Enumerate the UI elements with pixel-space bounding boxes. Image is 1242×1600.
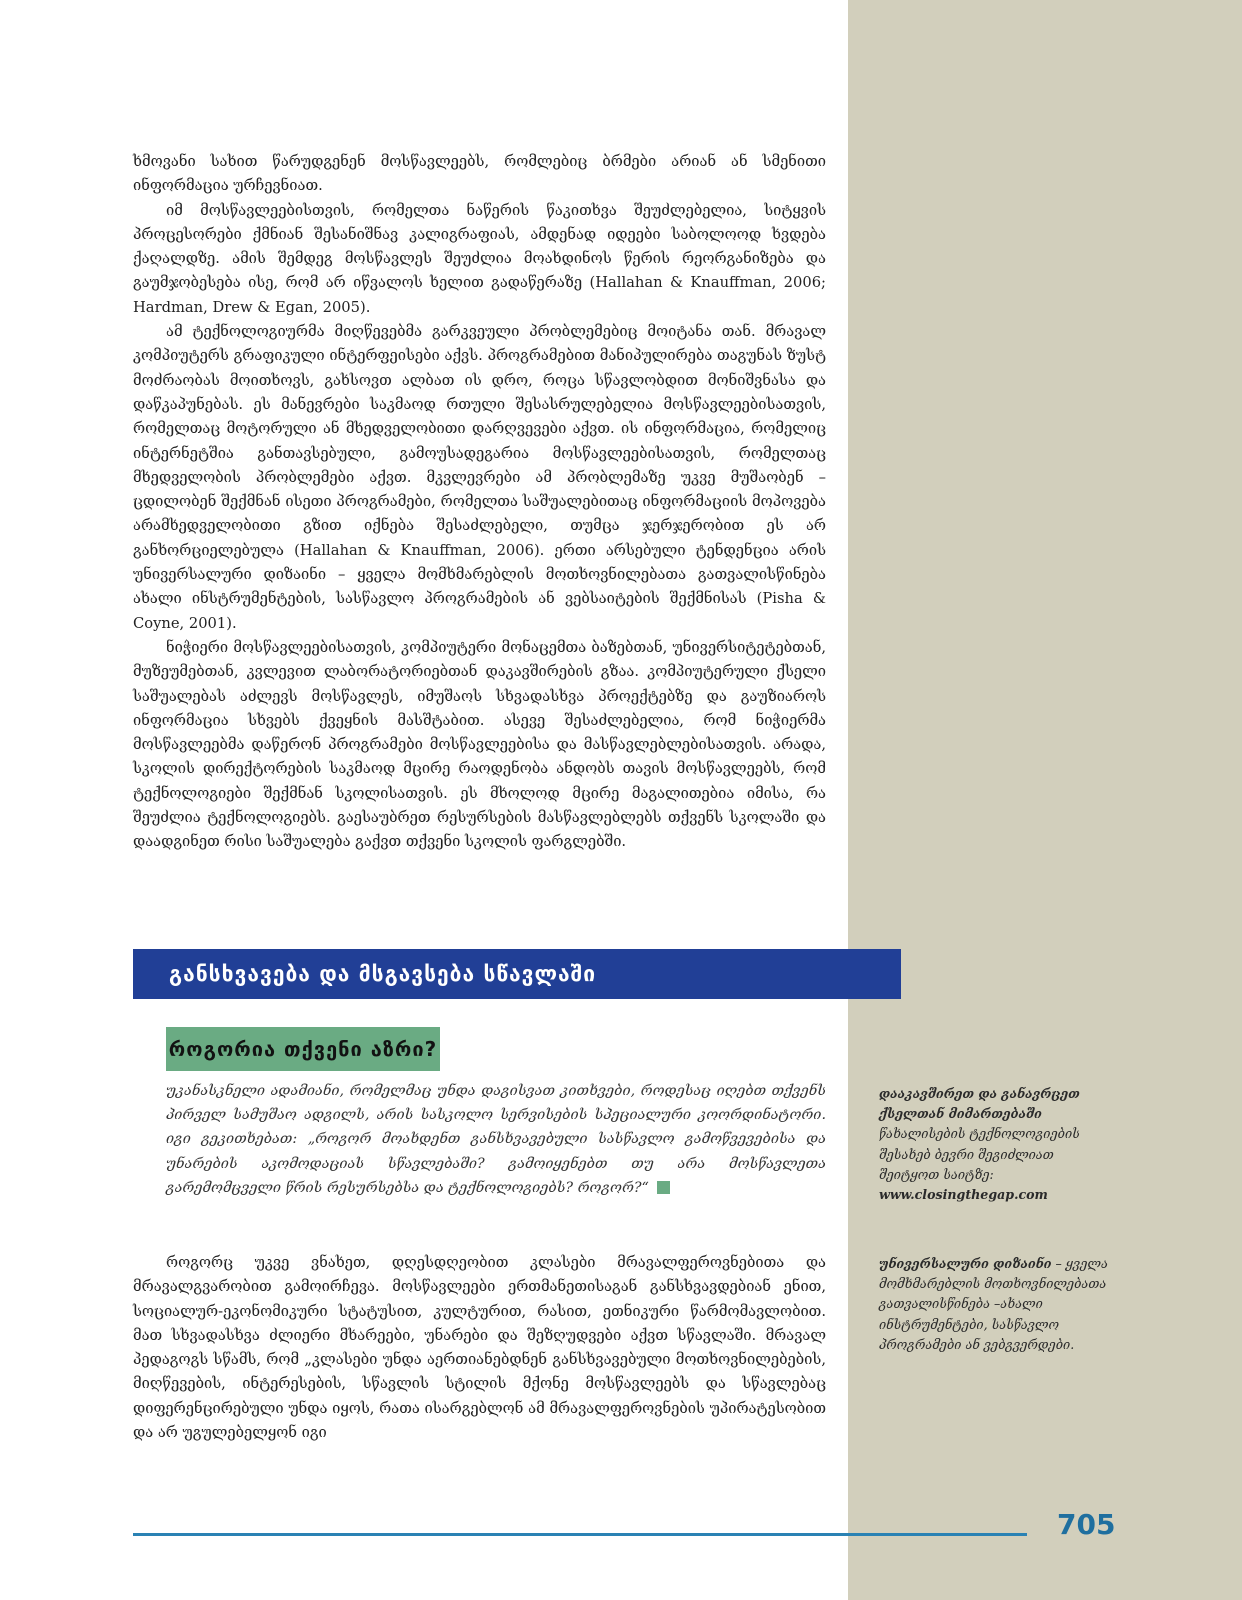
- question-quote: [166, 1079, 826, 1200]
- quote-text: უკანასკნელი ადამიანი, რომელმაც უნდა დაგისვათ კითხვები, როდესაც იღებთ თქვენს პირველ სამუშაო ადგილს, არის სასკოლო სერვისების სპეციალური კოორდინატორი. იგი გეკითხებათ: „როგორ მოახდენთ განსხვავებული სასწავლო გამოწვევებისა და უნარების აკომოდაციას სწავლებაში? გამოიყენებთ თუ არა მოსწავლეთა გარემომცველი წრის რესურსებსა და ტექნოლოგიებს? როგორ?“: [166, 1083, 826, 1196]
- definition-term: უნივერსალური დიზაინი: [879, 1256, 1052, 1271]
- section-banner: [133, 949, 901, 999]
- margin-note-web-link: [879, 1084, 1114, 1205]
- paragraph: იმ მოსწავლეებისთვის, რომელთა ნაწერის წაკითხვა შეუძლებელია, სიტყვის პროცესორები ქმნიან შესანიშნავ კალიგრაფიას, ამდენად იდეები საბოლოოდ ხვდება ქაღალდზე. ამის შემდეგ მოსწავლეს შეუძლია მოახდინოს წერის რეორგანიზება და გაუმჯობესება ისე, რომ არ იწვალოს ხელით გადაწერაზე (Hallahan & Knauffman, 2006; Hardman, Drew & Egan, 2005).: [133, 201, 826, 316]
- paragraph: ხმოვანი სახით წარუდგენენ მოსწავლეებს, რომლებიც ბრმები არიან ან სმენითი ინფორმაცია ურჩევნიათ.: [133, 153, 826, 195]
- margin-note-definition: [879, 1254, 1114, 1355]
- body-text-top: [133, 150, 826, 855]
- paragraph: როგორც უკვე ვნახეთ, დღესდღეობით კლასები მრავალფეროვნებითა და მრავალგვარობით გამოირჩევა. მოსწავლეები ერთმანეთისაგან განსხვავდებიან ენით, სოციალურ-ეკონომიკური სტატუსით, კულტურით, რასით, ეთნიკური წარმომავლობით. მათ სხვადასხვა ძლიერი მხარეები, უნარები და შეზღუდვები აქვთ სწავლაში. მრავალ პედაგოგს სწამს, რომ „კლასები უნდა აერთიანებდნენ განსხვავებული მოთხოვნილებების, მიღწევების, ინტერესების, სწავლის სტილის მქონე მოსწავლეებს და სწავლებაც დიფერენცირებული უნდა იყოს, რათა ისარგებლონ ამ მრავალფეროვნების უპირატესობით და არ უგულებელყონ იგი: [133, 1254, 826, 1442]
- footer-rule: [133, 1533, 1027, 1536]
- sidebar-background: [848, 0, 1242, 1600]
- definition-text: – ყველა მომხმარებლის მოთხოვნილებათა გათვალისწინება –ახალი ინსტრუმენტები, სასწავლო პროგრამები ან ვებგვერდები.: [879, 1256, 1108, 1352]
- margin-note-heading: დააკავშირეთ და განავრცეთ ქსელთან მიმართებაში: [879, 1086, 1080, 1122]
- page-number: 705: [1057, 1508, 1116, 1541]
- margin-note-text: წახალისების ტექნოლოგიების შესახებ ბევრი შეგიძლიათ შეიტყოთ საიტზე:: [879, 1126, 1080, 1182]
- paragraph: ნიჭიერი მოსწავლეებისათვის, კომპიუტერი მონაცემთა ბაზებთან, უნივერსიტეტებთან, მუზეუმებთან, კვლევით ლაბორატორიებთან დაკავშირების გზაა. კომპიუტერული ქსელი საშუალებას აძლევს მოსწავლეს, იმუშაოს სხვადასხვა პროექტებზე და გაუზიაროს ინფორმაცია სხვებს ქვეყნის მასშტაბით. ასევე შესაძლებელია, რომ ნიჭიერმა მოსწავლეებმა დაწერონ პროგრამები მოსწავლეებისა და მასწავლებლებისათვის. არადა, სკოლის დირექტორების საკმაოდ მცირე რაოდენობა ანდობს თავის მოსწავლეებს, რომ ტექნოლოგიები შექმნან სკოლისათვის. ეს მხოლოდ მცირე მაგალითებია იმისა, რა შეუძლია ტექნოლოგიებს. გაესაუბრეთ რესურსების მასწავლებლებს თქვენს სკოლაში და დაადგინეთ რისი საშუალება გაქვთ თქვენი სკოლის ფარგლებში.: [133, 638, 826, 851]
- question-box-header: [166, 1027, 440, 1071]
- section-title: განსხვავება და მსგავსება სწავლაში: [169, 962, 597, 986]
- margin-note-url[interactable]: www.closingthegap.com: [879, 1187, 1048, 1203]
- end-square-icon: [657, 1181, 670, 1194]
- body-text-bottom: [133, 1251, 826, 1445]
- question-box-title: როგორია თქვენი აზრი?: [168, 1037, 438, 1061]
- paragraph: ამ ტექნოლოგიურმა მიღწევებმა გარკვეული პრობლემებიც მოიტანა თან. მრავალ კომპიუტერს გრაფიკული ინტერფეისები აქვს. პროგრამებით მანიპულირება თაგუნას ზუსტ მოძრაობას მოითხოვს, გახსოვთ ალბათ ის დრო, როცა სწავლობდით მონიშვნასა და დაწკაპუნებას. ეს მანევრები საკმაოდ რთული შესასრულებელია მოსწავლეებისათვის, რომელთაც მოტორული ან მხედველობითი დარღვევები აქვთ. ის ინფორმაცია, რომელიც ინტერნეტშია განთავსებული, გამოუსადეგარია მოსწავლეებისათვის, რომელთაც მხედველობის პრობლემები აქვთ. მკვლევრები ამ პრობლემაზე უკვე მუშაობენ – ცდილობენ შექმნან ისეთი პროგრამები, რომელთა საშუალებითაც ინფორმაციის მოპოვება არამხედველობითი გზით იქნება შესაძლებელი, თუმცა ჯერჯერობით ეს არ განხორციელებულა (Hallahan & Knauffman, 2006). ერთი არსებული ტენდენცია არის უნივერსალური დიზაინი – ყველა მომხმარებლის მოთხოვნილებათა გათვალისწინება ახალი ინსტრუმენტების, სასწავლო პროგრამების ან ვებსაიტების შექმნისას (Pisha & Coyne, 2001).: [133, 323, 826, 632]
